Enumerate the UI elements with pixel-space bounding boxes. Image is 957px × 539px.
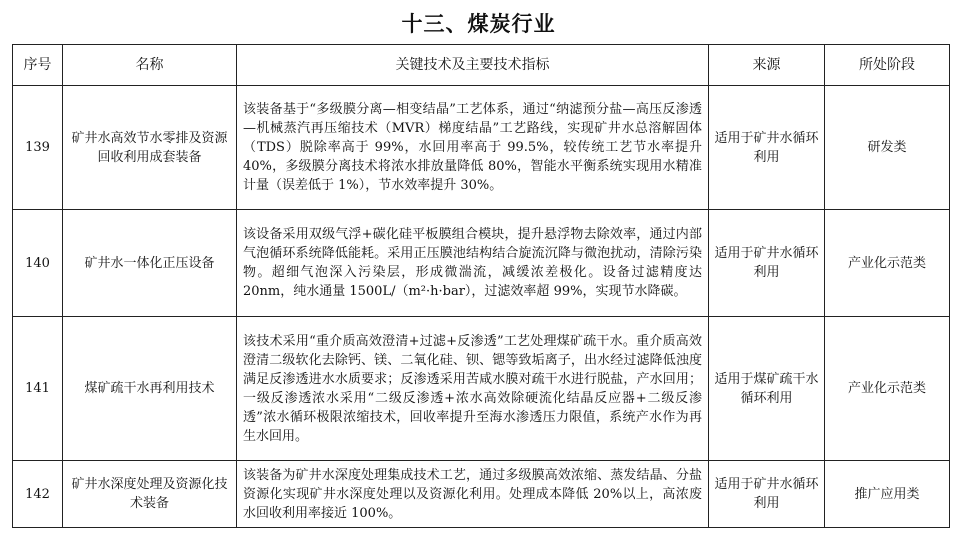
tech-source: 适用于煤矿疏干水循环利用 [709, 317, 825, 461]
page-title: 十三、煤炭行业 [401, 12, 556, 36]
tech-spec: 该装备为矿井水深度处理集成技术工艺，通过多级膜高效浓缩、蒸发结晶、分盐资源化实现矿井水深度处理以及资源化利用。处理成本降低 20%以上，高浓废水回收利用率接近 100%。 [237, 461, 709, 528]
header-row [13, 45, 950, 86]
table-row [13, 86, 950, 210]
header-source: 来源 [709, 45, 825, 86]
header-no: 序号 [13, 45, 63, 86]
tech-spec: 该设备采用双级气浮+碳化硅平板膜组合模块，提升悬浮物去除效率，通过内部气泡循环系统降低能耗。采用正压膜池结构结合旋流沉降与微泡扰动，清除污染物。超细气泡深入污染层，形成微湍流，减缓浓差极化。设备过滤精度达 20nm，纯水通量 1500L/（m²·h·bar），过滤效率超 99%，实现节水降碳。 [237, 210, 709, 317]
row-number: 139 [13, 86, 63, 210]
header-stage: 所处阶段 [825, 45, 950, 86]
tech-spec: 该装备基于“多级膜分离—相变结晶”工艺体系，通过“纳滤预分盐—高压反渗透—机械蒸汽再压缩技术（MVR）梯度结晶”工艺路线，实现矿井水总溶解固体（TDS）脱除率高于 99%，水回用率高于 99.5%，较传统工艺节水率提升 40%，多级膜分离技术将浓水排放量降低 80%，智能水平衡系统实现用水精准计量（误差低于 1%），节水效率提升 30%。 [237, 86, 709, 210]
tech-stage: 推广应用类 [825, 461, 950, 528]
row-number: 142 [13, 461, 63, 528]
header-name: 名称 [63, 45, 237, 86]
table-row [13, 317, 950, 461]
table-row [13, 210, 950, 317]
tech-stage: 研发类 [825, 86, 950, 210]
tech-stage: 产业化示范类 [825, 317, 950, 461]
tech-source: 适用于矿井水循环利用 [709, 461, 825, 528]
tech-stage: 产业化示范类 [825, 210, 950, 317]
row-number: 140 [13, 210, 63, 317]
tech-source: 适用于矿井水循环利用 [709, 210, 825, 317]
row-number: 141 [13, 317, 63, 461]
table-row [13, 461, 950, 528]
tech-name: 煤矿疏干水再利用技术 [63, 317, 237, 461]
tech-name: 矿井水高效节水零排及资源回收利用成套装备 [63, 86, 237, 210]
tech-source: 适用于矿井水循环利用 [709, 86, 825, 210]
header-spec: 关键技术及主要技术指标 [237, 45, 709, 86]
technology-table [12, 44, 950, 528]
tech-name: 矿井水深度处理及资源化技术装备 [63, 461, 237, 528]
tech-spec: 该技术采用“重介质高效澄清+过滤+反渗透”工艺处理煤矿疏干水。重介质高效澄清二级软化去除钙、镁、二氧化硅、钡、锶等致垢离子，出水经过滤降低浊度满足反渗透进水水质要求；反渗透采用苦咸水膜对疏干水进行脱盐，产水回用；一级反渗透浓水采用“二级反渗透+浓水高效除硬流化结晶反应器+二级反渗透”浓水循环极限浓缩技术，回收率提升至海水渗透压力限值，系统产水作为再生水回用。 [237, 317, 709, 461]
tech-name: 矿井水一体化正压设备 [63, 210, 237, 317]
